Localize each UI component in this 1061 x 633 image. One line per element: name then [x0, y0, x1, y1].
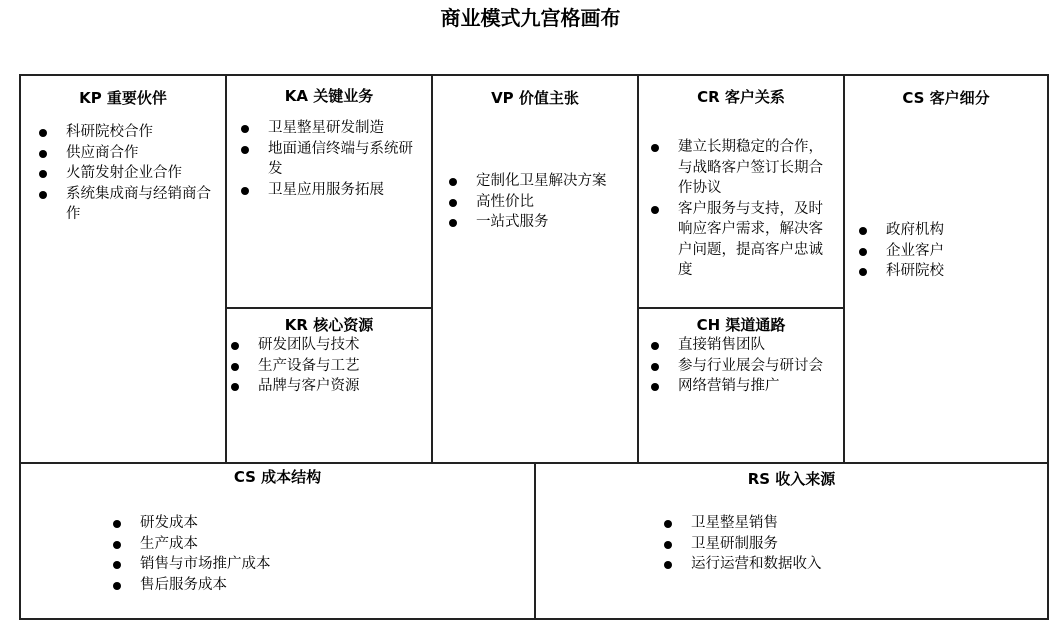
channels-list	[651, 335, 835, 397]
list-item: 政府机构	[859, 220, 1039, 241]
business-model-canvas	[19, 74, 1049, 620]
list-item: 一站式服务	[449, 212, 629, 233]
list-item: 研发团队与技术	[231, 335, 423, 356]
list-item: 客户服务与支持，及时响应客户需求，解决客户问题，提高客户忠诚度	[651, 199, 835, 281]
customer-segments-heading: CS 客户细分	[902, 89, 990, 107]
key-activities-heading: KA 关键业务	[284, 87, 374, 105]
customer-relationships-list	[651, 137, 835, 281]
cell-channels	[639, 309, 845, 464]
customer-segments-list	[859, 220, 1039, 282]
cell-key-resources	[227, 309, 433, 464]
list-item: 企业客户	[859, 241, 1039, 262]
list-item: 研发成本	[113, 513, 526, 534]
key-resources-heading: KR 核心资源	[284, 316, 374, 334]
list-item: 直接销售团队	[651, 335, 835, 356]
cell-customer-relationships	[639, 76, 845, 309]
list-item: 网络营销与推广	[651, 376, 835, 397]
list-item: 品牌与客户资源	[231, 376, 423, 397]
list-item: 卫星整星研发制造	[241, 118, 423, 139]
key-partners-list	[39, 122, 213, 225]
list-item: 生产设备与工艺	[231, 356, 423, 377]
list-item: 科研院校	[859, 261, 1039, 282]
list-item: 系统集成商与经销商合作	[39, 184, 213, 225]
list-item: 地面通信终端与系统研发	[241, 139, 423, 180]
list-item: 供应商合作	[39, 143, 213, 164]
customer-relationships-heading: CR 客户关系	[697, 88, 785, 106]
list-item: 卫星应用服务拓展	[241, 180, 423, 201]
list-item: 参与行业展会与研讨会	[651, 356, 835, 377]
cost-structure-heading: CS 成本结构	[233, 468, 322, 486]
list-item: 科研院校合作	[39, 122, 213, 143]
canvas-title: 商业模式九宫格画布	[440, 6, 621, 30]
list-item: 定制化卫星解决方案	[449, 171, 629, 192]
list-item: 售后服务成本	[113, 575, 526, 596]
list-item: 运行运营和数据收入	[664, 554, 1039, 575]
list-item: 卫星研制服务	[664, 534, 1039, 555]
cell-key-activities	[227, 76, 433, 309]
revenue-streams-heading: RS 收入来源	[747, 470, 836, 488]
list-item: 火箭发射企业合作	[39, 163, 213, 184]
list-item: 卫星整星销售	[664, 513, 1039, 534]
cell-revenue-streams	[536, 464, 1047, 618]
key-activities-list	[241, 118, 423, 200]
cell-key-partners	[21, 76, 227, 464]
cost-structure-list	[113, 513, 526, 595]
cell-cost-structure	[21, 464, 536, 618]
cell-value-propositions	[433, 76, 639, 464]
list-item: 销售与市场推广成本	[113, 554, 526, 575]
revenue-streams-list	[664, 513, 1039, 575]
value-propositions-list	[449, 171, 629, 233]
list-item: 高性价比	[449, 192, 629, 213]
key-resources-list	[231, 335, 423, 397]
channels-heading: CH 渠道通路	[696, 316, 786, 334]
cell-customer-segments	[845, 76, 1047, 464]
list-item: 建立长期稳定的合作，与战略客户签订长期合作协议	[651, 137, 835, 199]
key-partners-heading: KP 重要伙伴	[79, 89, 167, 107]
value-propositions-heading: VP 价值主张	[491, 89, 579, 107]
list-item: 生产成本	[113, 534, 526, 555]
